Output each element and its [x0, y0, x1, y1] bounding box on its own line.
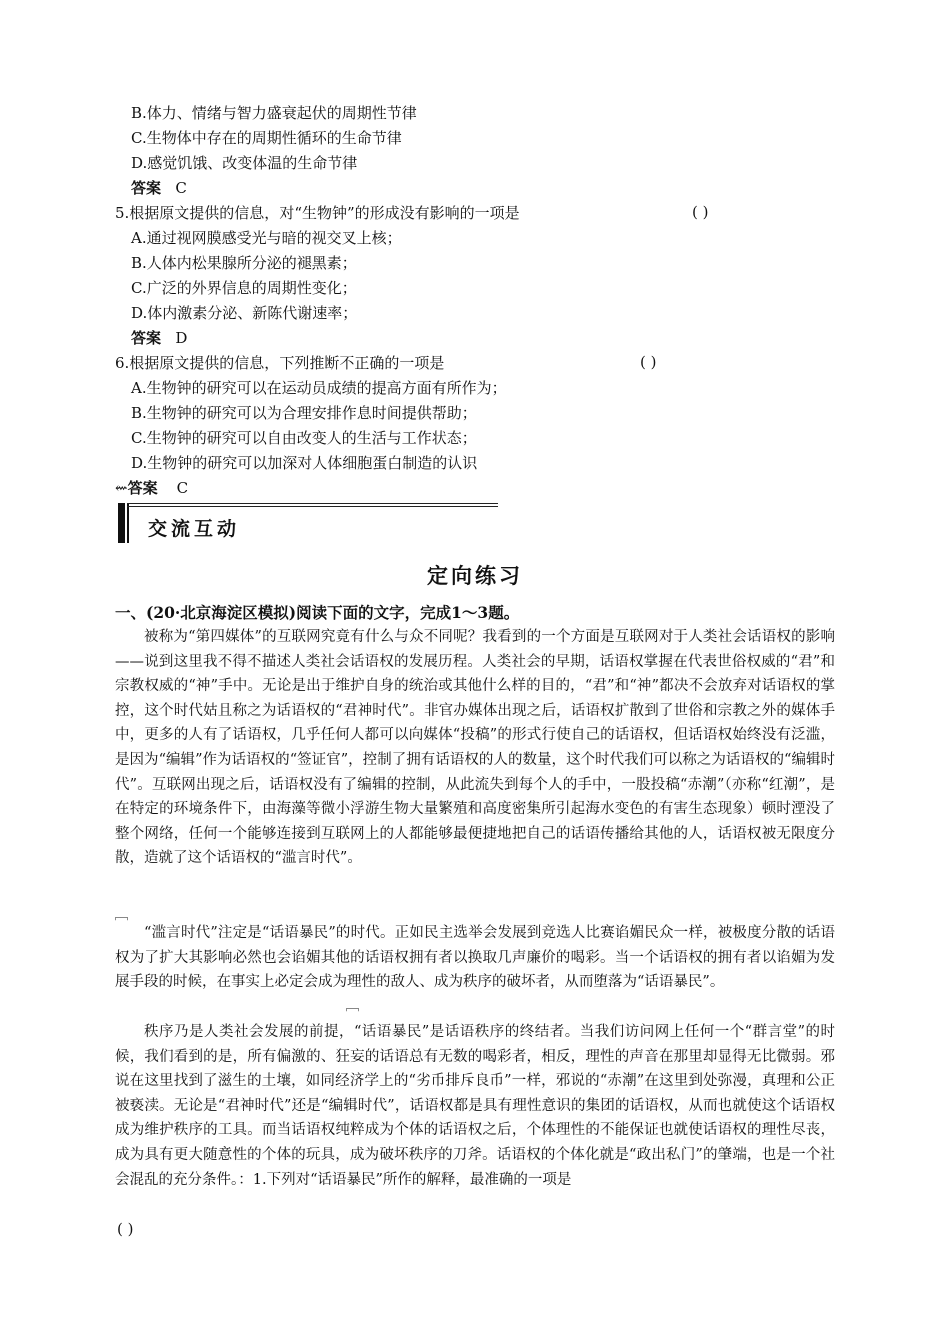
- q6-answer: [115, 478, 188, 498]
- section-subtitle: 定向练习: [427, 564, 523, 588]
- answer-label: 答案: [131, 179, 162, 197]
- q6-stem: 6.根据原文提供的信息，下列推断不正确的一项是: [115, 354, 445, 372]
- section-bar-second-rule: [127, 506, 498, 507]
- answer-mark-icon: ⇜: [115, 479, 128, 497]
- q4-option-c: C.生物体中存在的周期性循环的生命节律: [131, 129, 402, 147]
- answer-label: 答案: [131, 329, 162, 347]
- q4-option-d: D.感觉饥饿、改变体温的生命节律: [131, 154, 358, 172]
- section-bar-thin-edge: [127, 503, 129, 543]
- q5-option-d: D.体内激素分泌、新陈代谢速率；: [131, 304, 358, 322]
- q4-option-b: B.体力、情绪与智力盛衰起伏的周期性节律: [131, 104, 417, 122]
- q6-option-b: B.生物钟的研究可以为合理安排作息时间提供帮助；: [131, 404, 477, 422]
- section-bar-thick-edge: [118, 503, 125, 543]
- exercise-heading: 一、(20·北京海淀区模拟)阅读下面的文字，完成1～3题。: [115, 603, 520, 622]
- q6-option-c: C.生物钟的研究可以自由改变人的生活与工作状态；: [131, 429, 477, 447]
- q1-answer-blank: ( ): [117, 1220, 134, 1238]
- answer-value: C: [175, 179, 187, 197]
- q6-option-a: A.生物钟的研究可以在运动员成绩的提高方面有所作为；: [131, 379, 507, 397]
- paragraph-mark: ﹇: [346, 999, 360, 1014]
- answer-value: D: [175, 329, 188, 347]
- section-title: 交流互动: [148, 518, 241, 540]
- q5-option-c: C.广泛的外界信息的周期性变化；: [131, 279, 357, 297]
- q5-option-a: A.通过视网膜感受光与暗的视交叉上核；: [131, 229, 402, 247]
- answer-label: 答案: [127, 479, 158, 497]
- section-bar-top-rule: [127, 503, 498, 504]
- passage-paragraph-1: 被称为“第四媒体”的互联网究竟有什么与众不同呢？我看到的一个方面是互联网对于人类社会话语权的影响——说到这里我不得不描述人类社会话语权的发展历程。人类社会的早期，话语权掌握在代表世俗权威的“君”和宗教权威的“神”手中。无论是出于维护自身的统治或其他什么样的目的，“君”和“神”都决不会放弃对话语权的掌控，这个时代姑且称之为话语权的“君神时代”。非官办媒体出现之后，话语权扩散到了世俗和宗教之外的媒体手中，更多的人有了话语权，几乎任何人都可以向媒体“投稿”的形式行使自己的话语权，但话语权始终没有泛滥，是因为“编辑”作为话语权的“签证官”，控制了拥有话语权的人的数量，这个时代我们可以称之为话语权的“编辑时代”。互联网出现之后，话语权没有了编辑的控制，从此流失到每个人的手中，一股投稿“赤潮”（亦称“红潮”，是在特定的环境条件下，由海藻等微小浮游生物大量繁殖和高度密集所引起海水变色的有害生态现象）顿时湮没了整个网络，任何一个能够连接到互联网上的人都能够最便捷地把自己的话语传播给其他的人，话语权被无限度分散，造就了这个话语权的“滥言时代”。: [115, 629, 835, 867]
- paragraph-mark: ﹇: [115, 908, 129, 923]
- answer-value: C: [176, 479, 189, 497]
- q5-stem: 5.根据原文提供的信息，对“生物钟”的形成没有影响的一项是: [115, 204, 520, 222]
- passage-paragraph-3: 秩序乃是人类社会发展的前提，“话语暴民”是话语秩序的终结者。当我们访问网上任何一个“群言堂”的时候，我们看到的是，所有偏激的、狂妄的话语总有无数的喝彩者，相反，理性的声音在那里却显得无比微弱。邪说在这里找到了滋生的土壤，如同经济学上的“劣币排斥良币”一样，邪说的“赤潮”在这里到处弥漫，真理和公正被亵渎。无论是“君神时代”还是“编辑时代”，话语权都是具有理性意识的集团的话语权，从而也就使这个话语权成为维护秩序的工具。而当话语权纯粹成为个体的话语权之后，个体理性的不能保证也就使话语权的理性尽丧，成为具有更大随意性的个体的玩具，成为破坏秩序的刀斧。话语权的个体化就是“政出私门”的肇端，也是一个社会混乱的充分条件。：1.下列对“话语暴民”所作的解释，最准确的一项是: [115, 1024, 835, 1188]
- q6-option-d: D.生物钟的研究可以加深对人体细胞蛋白制造的认识: [131, 454, 478, 472]
- q5-answer-blank: ( ): [692, 203, 709, 221]
- q4-answer: [131, 178, 187, 198]
- q6-answer-blank: ( ): [640, 353, 657, 371]
- q5-option-b: B.人体内松果腺所分泌的褪黑素；: [131, 254, 357, 272]
- passage-paragraph-2: “滥言时代”注定是“话语暴民”的时代。正如民主选举会发展到竞选人比赛谄媚民众一样，被极度分散的话语权为了扩大其影响必然也会谄媚其他的话语权拥有者以换取几声廉价的喝彩。当一个话语权的拥有者以谄媚为发展手段的时候，在事实上必定会成为理性的敌人、成为秩序的破坏者，从而堕落为“话语暴民”。: [115, 925, 835, 991]
- q5-answer: [131, 328, 187, 348]
